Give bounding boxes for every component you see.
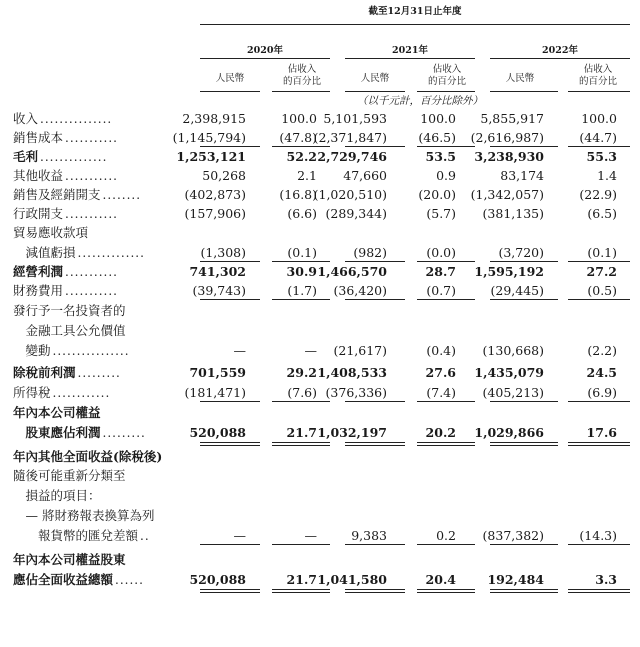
subtotal-rule xyxy=(568,401,630,402)
cell-pct-2021: 20.2 xyxy=(425,425,456,440)
col-pct-2022-l2: 的百分比 xyxy=(578,76,617,87)
leader-dots: ........... xyxy=(65,284,118,298)
cell-pct-2020: (47.8) xyxy=(279,130,317,145)
leader-dots: ......... xyxy=(77,366,121,380)
total-double-rule xyxy=(417,589,475,593)
col-rule-6 xyxy=(568,91,630,92)
col-rule-3 xyxy=(345,91,405,92)
col-pct-2020-l2: 的百分比 xyxy=(282,76,321,87)
leader-dots: ........... xyxy=(65,265,118,279)
col-pct-2022-l1: 佔收入 xyxy=(583,64,613,75)
cell-rmb-2021: (2,371,847) xyxy=(313,130,387,145)
subtotal-rule xyxy=(200,299,260,300)
leader-dots: .............. xyxy=(40,150,108,164)
cell-rmb-2021: (36,420) xyxy=(333,283,387,298)
cell-rmb-2022: 83,174 xyxy=(500,168,544,183)
leader-dots: ........... xyxy=(65,207,118,221)
cell-rmb-2022: (130,668) xyxy=(482,343,544,358)
table-row xyxy=(0,205,640,223)
table-row xyxy=(0,167,640,185)
total-double-rule xyxy=(200,442,260,446)
subtotal-rule xyxy=(568,544,630,545)
cell-pct-2020: 2.1 xyxy=(297,168,317,183)
row-label: 貿易應收款項 xyxy=(13,225,89,240)
cell-pct-2021: 20.4 xyxy=(425,572,456,587)
cell-pct-2022: 24.5 xyxy=(586,365,617,380)
cell-pct-2020: 29.2 xyxy=(286,365,317,380)
cell-rmb-2022: 3,238,930 xyxy=(474,149,544,164)
subtotal-rule xyxy=(568,261,630,262)
cell-rmb-2021: 9,383 xyxy=(351,528,387,543)
col-rule-2 xyxy=(272,91,330,92)
subtotal-rule xyxy=(272,544,330,545)
cell-rmb-2020: (1,308) xyxy=(200,245,246,260)
table-row xyxy=(0,342,640,360)
cell-rmb-2022: (29,445) xyxy=(490,283,544,298)
cell-rmb-2020: 520,088 xyxy=(189,572,246,587)
cell-pct-2020: (16.8) xyxy=(279,187,317,202)
subtotal-rule xyxy=(345,544,405,545)
cell-rmb-2020: 741,302 xyxy=(189,264,246,279)
row-label: 所得稅 xyxy=(13,385,51,400)
cell-pct-2020: (0.1) xyxy=(287,245,317,260)
cell-rmb-2021: 1,408,533 xyxy=(317,365,387,380)
cell-pct-2020: 30.9 xyxy=(286,264,317,279)
leader-dots: ............... xyxy=(40,112,113,126)
cell-rmb-2020: 701,559 xyxy=(189,365,246,380)
cell-pct-2022: (44.7) xyxy=(579,130,617,145)
subtotal-rule xyxy=(490,544,558,545)
subtotal-rule xyxy=(272,146,330,147)
row-label: 年內其他全面收益(除稅後) xyxy=(13,449,163,464)
year-2021: 2021年 xyxy=(392,45,428,56)
cell-pct-2021: 28.7 xyxy=(425,264,456,279)
cell-rmb-2021: 1,041,580 xyxy=(317,572,387,587)
table-row xyxy=(0,404,640,422)
table-row xyxy=(0,384,640,402)
total-double-rule xyxy=(272,589,330,593)
cell-rmb-2022: 5,855,917 xyxy=(480,111,544,126)
row-label: 銷售成本 xyxy=(13,130,64,145)
cell-rmb-2022: 192,484 xyxy=(487,572,544,587)
cell-pct-2020: 100.0 xyxy=(281,111,317,126)
cell-pct-2022: (22.9) xyxy=(579,187,617,202)
table-row xyxy=(0,186,640,204)
leader-dots: ........ xyxy=(102,188,142,202)
row-label: 隨後可能重新分類至 xyxy=(13,468,126,483)
year-rule-2021 xyxy=(345,58,475,59)
cell-pct-2021: 100.0 xyxy=(420,111,456,126)
row-label: 應佔全面收益總額 xyxy=(13,572,114,587)
cell-rmb-2020: — xyxy=(233,528,246,543)
subtotal-rule xyxy=(417,401,475,402)
row-label: 財務費用 xyxy=(13,283,64,298)
subtotal-rule xyxy=(568,146,630,147)
table-row xyxy=(0,110,640,128)
row-label: 發行予一名投資者的 xyxy=(13,303,126,318)
cell-pct-2021: (0.7) xyxy=(426,283,456,298)
subtotal-rule xyxy=(490,146,558,147)
cell-pct-2021: (46.5) xyxy=(418,130,456,145)
row-label: 毛利 xyxy=(13,149,39,164)
row-label: 損益的項目： xyxy=(13,488,101,503)
subtotal-rule xyxy=(200,544,260,545)
total-double-rule xyxy=(272,442,330,446)
cell-pct-2021: (7.4) xyxy=(426,385,456,400)
table-row xyxy=(0,424,640,442)
cell-pct-2021: (20.0) xyxy=(418,187,456,202)
subtotal-rule xyxy=(272,401,330,402)
total-double-rule xyxy=(200,589,260,593)
cell-pct-2020: (6.6) xyxy=(287,206,317,221)
cell-pct-2020: 21.7 xyxy=(286,572,317,587)
cell-pct-2020: 21.7 xyxy=(286,425,317,440)
cell-rmb-2020: (181,471) xyxy=(184,385,246,400)
table-row xyxy=(0,322,640,340)
cell-pct-2021: (0.0) xyxy=(426,245,456,260)
period-rule xyxy=(200,24,630,25)
cell-rmb-2021: (982) xyxy=(353,245,387,260)
row-label: 其他收益 xyxy=(13,168,64,183)
cell-pct-2021: 53.5 xyxy=(425,149,456,164)
cell-rmb-2022: 1,595,192 xyxy=(474,264,544,279)
row-label: 行政開支 xyxy=(13,206,64,221)
table-row xyxy=(0,148,640,166)
cell-pct-2022: (14.3) xyxy=(579,528,617,543)
cell-pct-2022: 1.4 xyxy=(597,168,617,183)
total-double-rule xyxy=(345,442,405,446)
cell-rmb-2020: 1,253,121 xyxy=(176,149,246,164)
subtotal-rule xyxy=(417,146,475,147)
cell-rmb-2020: 2,398,915 xyxy=(182,111,246,126)
cell-pct-2021: (5.7) xyxy=(426,206,456,221)
cell-rmb-2021: (289,344) xyxy=(325,206,387,221)
cell-pct-2021: 0.2 xyxy=(436,528,456,543)
row-label: — 將財務報表換算為列 xyxy=(13,508,155,523)
subtotal-rule xyxy=(490,261,558,262)
year-2020: 2020年 xyxy=(247,45,283,56)
leader-dots: ...... xyxy=(115,573,144,587)
leader-dots: ............ xyxy=(52,386,111,400)
cell-rmb-2022: (2,616,987) xyxy=(470,130,544,145)
cell-pct-2020: — xyxy=(304,343,317,358)
cell-rmb-2020: 520,088 xyxy=(189,425,246,440)
cell-rmb-2022: (1,342,057) xyxy=(470,187,544,202)
leader-dots: ................ xyxy=(52,344,130,358)
cell-pct-2021: (0.4) xyxy=(426,343,456,358)
leader-dots: .. xyxy=(140,529,150,543)
year-2022: 2022年 xyxy=(542,45,578,56)
row-label: 收入 xyxy=(13,111,39,126)
col-pct-2020-l1: 佔收入 xyxy=(287,64,317,75)
col-rule-1 xyxy=(200,91,260,92)
cell-rmb-2020: (1,145,794) xyxy=(172,130,246,145)
subtotal-rule xyxy=(568,299,630,300)
cell-pct-2022: (6.5) xyxy=(587,206,617,221)
cell-rmb-2021: 1,032,197 xyxy=(317,425,387,440)
cell-pct-2022: (0.1) xyxy=(587,245,617,260)
cell-rmb-2020: (157,906) xyxy=(184,206,246,221)
cell-pct-2022: (0.5) xyxy=(587,283,617,298)
col-rmb-2020: 人民幣 xyxy=(215,73,245,84)
cell-pct-2022: 3.3 xyxy=(595,572,617,587)
subtotal-rule xyxy=(200,401,260,402)
total-double-rule xyxy=(490,589,558,593)
col-pct-2021-l1: 佔收入 xyxy=(432,64,462,75)
row-label: 變動 xyxy=(13,343,51,358)
cell-rmb-2021: 47,660 xyxy=(343,168,387,183)
leader-dots: ........... xyxy=(65,131,118,145)
row-label: 股東應佔利潤 xyxy=(13,425,101,440)
subtotal-rule xyxy=(345,261,405,262)
row-label: 減值虧損 xyxy=(13,245,76,260)
row-label: 經營利潤 xyxy=(13,264,64,279)
table-row xyxy=(0,487,640,505)
cell-pct-2022: 17.6 xyxy=(586,425,617,440)
subtotal-rule xyxy=(417,299,475,300)
table-row xyxy=(0,263,640,281)
cell-pct-2020: 52.2 xyxy=(286,149,317,164)
unit-note: （以千元計，百分比除外） xyxy=(357,95,483,107)
cell-pct-2020: — xyxy=(304,528,317,543)
cell-rmb-2021: (1,020,510) xyxy=(313,187,387,202)
cell-rmb-2020: 50,268 xyxy=(202,168,246,183)
cell-rmb-2022: 1,435,079 xyxy=(474,365,544,380)
subtotal-rule xyxy=(200,261,260,262)
cell-pct-2020: (7.6) xyxy=(287,385,317,400)
subtotal-rule xyxy=(200,146,260,147)
total-double-rule xyxy=(568,589,630,593)
table-row xyxy=(0,467,640,485)
row-label: 金融工具公允價值 xyxy=(13,323,126,338)
total-double-rule xyxy=(568,442,630,446)
subtotal-rule xyxy=(490,299,558,300)
cell-rmb-2021: 5,101,593 xyxy=(323,111,387,126)
table-row xyxy=(0,129,640,147)
subtotal-rule xyxy=(345,146,405,147)
subtotal-rule xyxy=(272,261,330,262)
row-label: 銷售及經銷開支 xyxy=(13,187,101,202)
cell-pct-2021: 27.6 xyxy=(425,365,456,380)
subtotal-rule xyxy=(490,401,558,402)
subtotal-rule xyxy=(345,299,405,300)
subtotal-rule xyxy=(417,544,475,545)
cell-rmb-2021: 1,466,570 xyxy=(317,264,387,279)
row-label: 年內本公司權益股東 xyxy=(13,552,126,567)
table-row xyxy=(0,282,640,300)
cell-rmb-2021: (21,617) xyxy=(333,343,387,358)
table-row xyxy=(0,224,640,242)
subtotal-rule xyxy=(345,401,405,402)
cell-pct-2022: (2.2) xyxy=(587,343,617,358)
col-rmb-2022: 人民幣 xyxy=(505,73,535,84)
year-rule-2022 xyxy=(490,58,630,59)
row-label: 年內本公司權益 xyxy=(13,405,101,420)
cell-rmb-2022: (381,135) xyxy=(482,206,544,221)
cell-pct-2022: 55.3 xyxy=(586,149,617,164)
table-row xyxy=(0,364,640,382)
total-double-rule xyxy=(417,442,475,446)
cell-rmb-2020: (39,743) xyxy=(192,283,246,298)
cell-rmb-2021: (376,336) xyxy=(325,385,387,400)
total-double-rule xyxy=(345,589,405,593)
table-row xyxy=(0,571,640,589)
table-row xyxy=(0,448,640,466)
cell-rmb-2020: — xyxy=(233,343,246,358)
leader-dots: ......... xyxy=(102,426,146,440)
row-label: 報貨幣的匯兌差額 xyxy=(13,528,139,543)
cell-rmb-2022: 1,029,866 xyxy=(474,425,544,440)
total-double-rule xyxy=(490,442,558,446)
cell-rmb-2022: (405,213) xyxy=(482,385,544,400)
cell-rmb-2021: 2,729,746 xyxy=(317,149,387,164)
cell-pct-2022: 27.2 xyxy=(586,264,617,279)
table-row xyxy=(0,527,640,545)
cell-pct-2021: 0.9 xyxy=(436,168,456,183)
col-rmb-2021: 人民幣 xyxy=(360,73,390,84)
period-header: 截至12月31日止年度 xyxy=(368,6,462,17)
table-row xyxy=(0,302,640,320)
leader-dots: ........... xyxy=(65,169,118,183)
cell-rmb-2022: (837,382) xyxy=(482,528,544,543)
table-row xyxy=(0,507,640,525)
subtotal-rule xyxy=(272,299,330,300)
col-rule-5 xyxy=(490,91,558,92)
cell-pct-2020: (1.7) xyxy=(287,283,317,298)
row-label: 除稅前利潤 xyxy=(13,365,76,380)
cell-pct-2022: (6.9) xyxy=(587,385,617,400)
subtotal-rule xyxy=(417,261,475,262)
col-pct-2021-l2: 的百分比 xyxy=(427,76,466,87)
col-rule-4 xyxy=(417,91,475,92)
cell-pct-2022: 100.0 xyxy=(581,111,617,126)
table-row xyxy=(0,244,640,262)
table-row xyxy=(0,551,640,569)
cell-rmb-2020: (402,873) xyxy=(184,187,246,202)
year-rule-2020 xyxy=(200,58,330,59)
leader-dots: .............. xyxy=(77,246,145,260)
cell-rmb-2022: (3,720) xyxy=(498,245,544,260)
